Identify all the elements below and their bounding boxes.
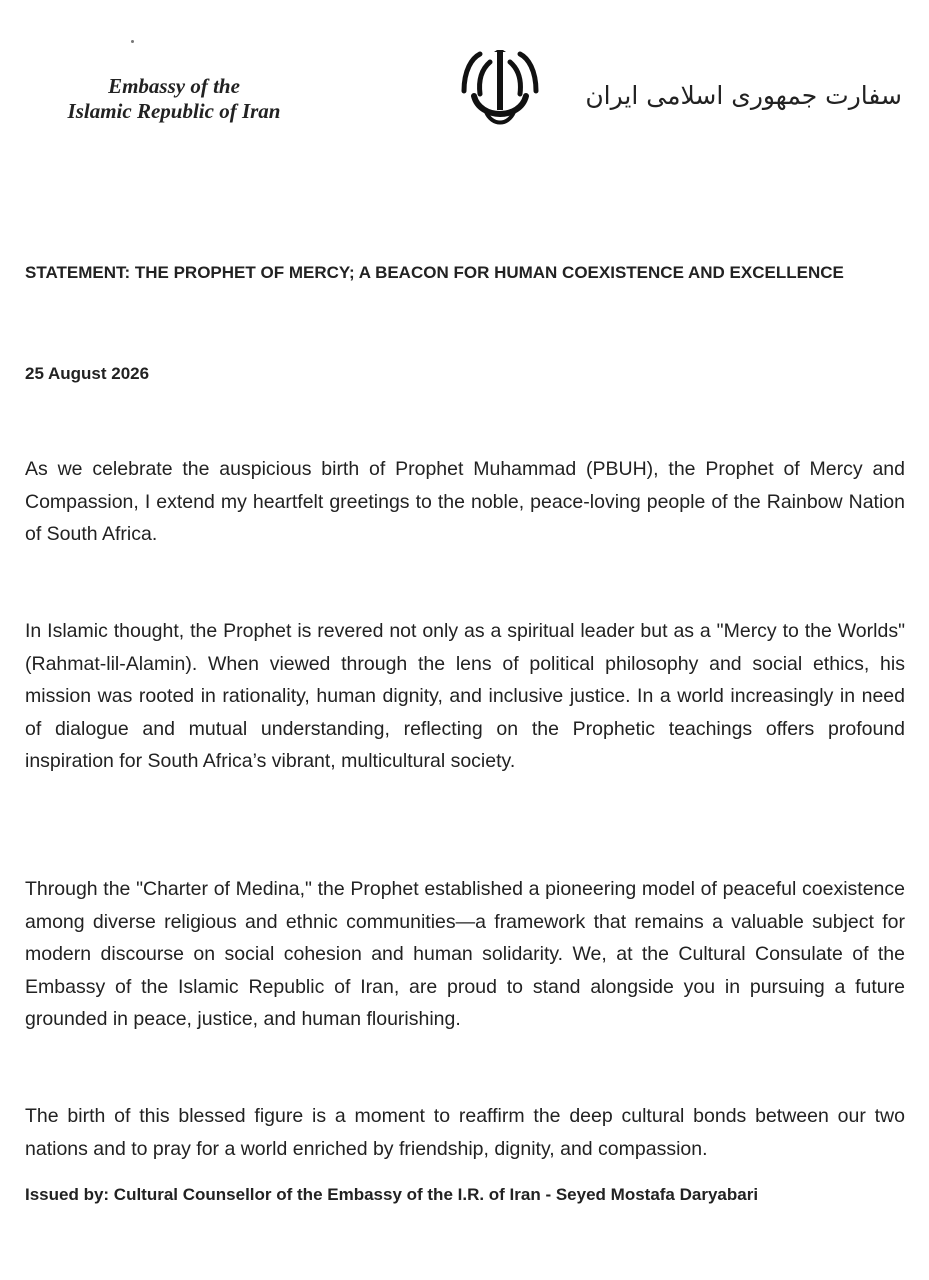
issued-by-signature-line: Issued by: Cultural Counsellor of the Embassy of the I.R. of Iran - Seyed Mostafa Daryabari	[25, 1185, 759, 1204]
paragraph-3: Through the "Charter of Medina," the Prophet established a pioneering model of peaceful coexistence among diverse religious and ethnic communities—a framework that remains a valuable subject for modern discourse on social cohesion and human solidarity. We, at the Cultural Consulate of the Embassy of the Islamic Republic of Iran, are proud to stand alongside you in pursuing a future grounded in peace, justice, and human flourishing.	[25, 878, 905, 1030]
letterhead-english-line1: Embassy of the	[108, 74, 240, 98]
scan-speck	[131, 40, 134, 43]
statement-date: 25 August 2026	[25, 364, 150, 383]
letterhead-english-line2: Islamic Republic of Iran	[67, 99, 281, 123]
paragraph-1: As we celebrate the auspicious birth of Prophet Muhammad (PBUH), the Prophet of Mercy and Compassion, I extend my heartfelt greetings to the noble, peace-loving people of the Rainbow Nation of South Africa.	[25, 458, 905, 545]
iran-emblem-icon	[450, 50, 550, 132]
paragraph-2: In Islamic thought, the Prophet is revered not only as a spiritual leader but as a "Mercy to the Worlds" (Rahmat-lil-Alamin). When viewed through the lens of political philosophy and social ethics, his mission was rooted in rationality, human dignity, and inclusive justice. In a world increasingly in need of dialogue and mutual understanding, reflecting on the Prophetic teachings offers profound inspiration for South Africa’s vibrant, multicultural society.	[25, 620, 905, 772]
letterhead-english	[44, 74, 304, 124]
statement-title: STATEMENT: THE PROPHET OF MERCY; A BEACON FOR HUMAN COEXISTENCE AND EXCELLENCE	[25, 263, 844, 282]
paragraph-4: The birth of this blessed figure is a moment to reaffirm the deep cultural bonds between our two nations and to pray for a world enriched by friendship, dignity, and compassion.	[25, 1105, 905, 1160]
letterhead-farsi: سفارت جمهوری اسلامی ایران	[585, 81, 902, 110]
